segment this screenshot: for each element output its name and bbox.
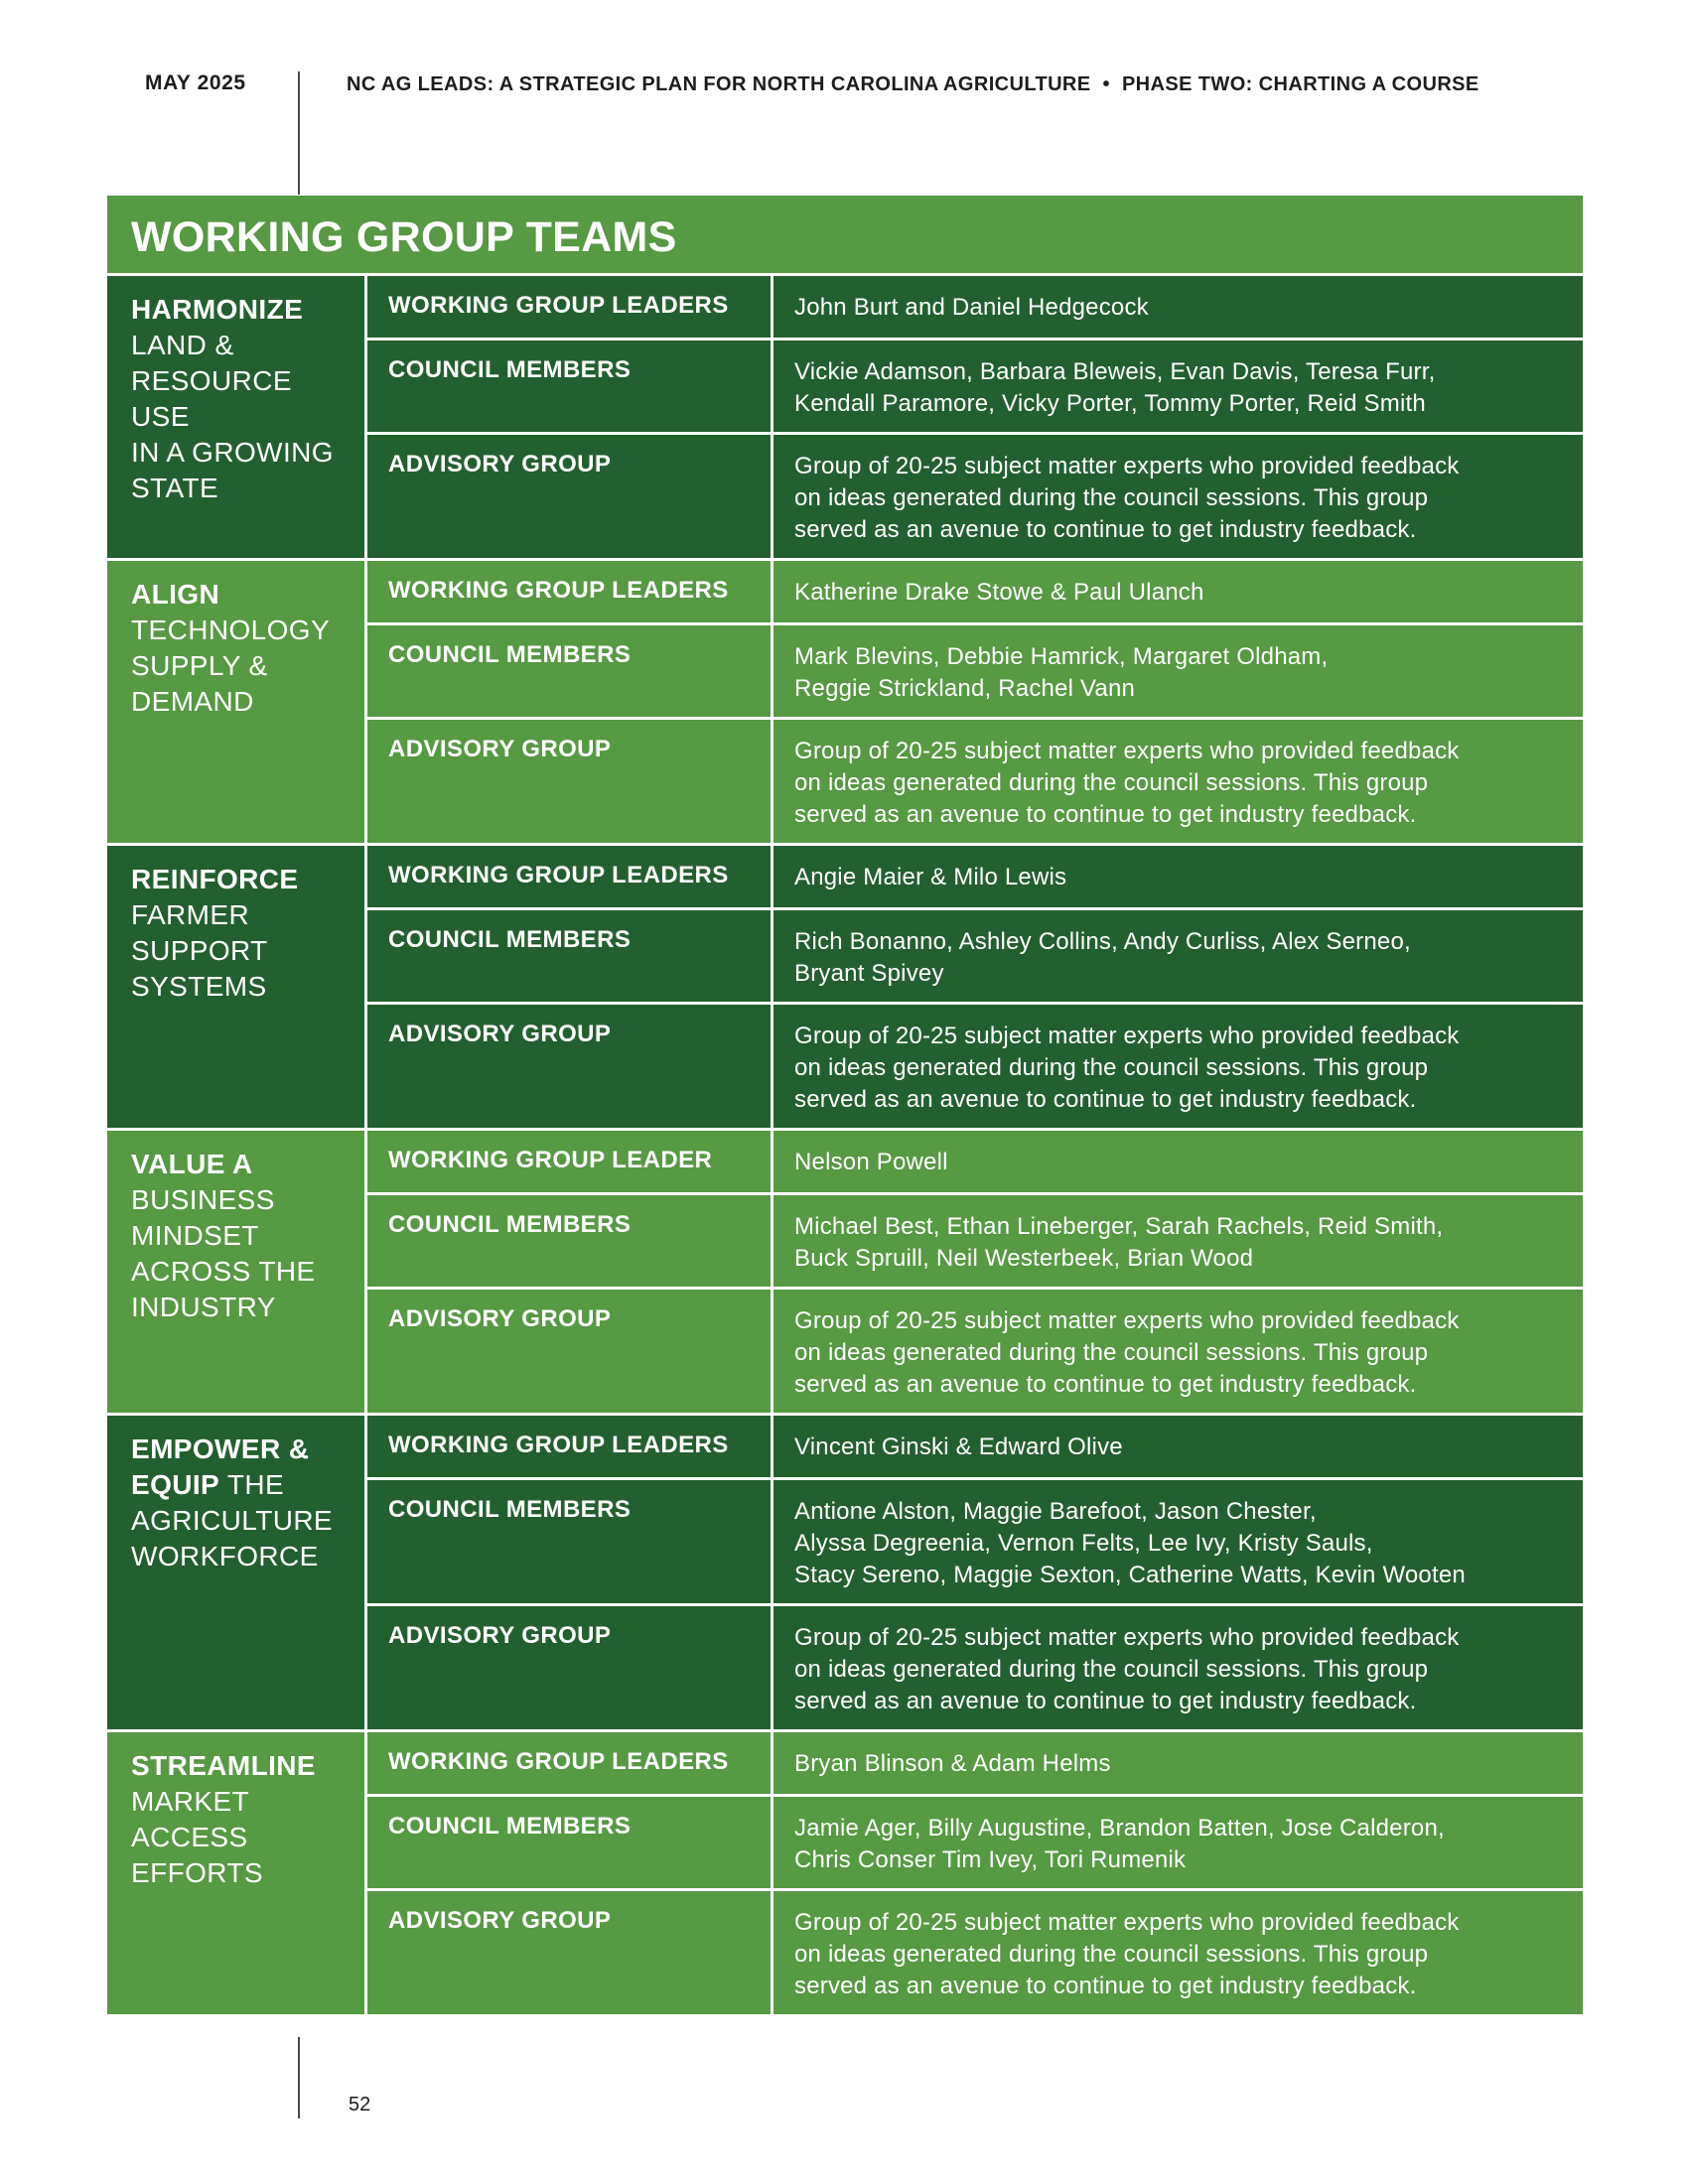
leaders-label: WORKING GROUP LEADERS xyxy=(367,1416,771,1477)
working-group-teams-table xyxy=(107,196,1583,2036)
advisory-value: Group of 20-25 subject matter experts who provided feedback on ideas generated during the council sessions. This group served as an avenue to continue to get industry feedback. xyxy=(774,720,1583,843)
header-doc-title: NC AG LEADS: A STRATEGIC PLAN FOR NORTH CAROLINA AGRICULTURE xyxy=(347,73,1091,95)
advisory-label: ADVISORY GROUP xyxy=(367,1891,771,2014)
header-date: MAY 2025 xyxy=(145,71,246,94)
council-value: Rich Bonanno, Ashley Collins, Andy Curliss, Alex Serneo, Bryant Spivey xyxy=(774,910,1583,1002)
leaders-value: Katherine Drake Stowe & Paul Ulanch xyxy=(774,561,1583,622)
page-number: 52 xyxy=(349,2094,371,2116)
leaders-value: Vincent Ginski & Edward Olive xyxy=(774,1416,1583,1477)
footer-divider-line xyxy=(298,2037,300,2118)
leaders-value: John Burt and Daniel Hedgecock xyxy=(774,276,1583,338)
advisory-value: Group of 20-25 subject matter experts who provided feedback on ideas generated during the council sessions. This group served as an avenue to continue to get industry feedback. xyxy=(774,1005,1583,1128)
group-align xyxy=(107,561,1583,843)
council-label: COUNCIL MEMBERS xyxy=(367,625,771,717)
advisory-label: ADVISORY GROUP xyxy=(367,1606,771,1729)
advisory-label: ADVISORY GROUP xyxy=(367,720,771,843)
group-empower xyxy=(107,1416,1583,1729)
leaders-label: WORKING GROUP LEADERS xyxy=(367,846,771,907)
group-name: VALUE A BUSINESS MINDSET ACROSS THE INDUSTRY xyxy=(107,1131,364,1413)
council-value: Michael Best, Ethan Lineberger, Sarah Rachels, Reid Smith, Buck Spruill, Neil Westerbeek, Brian Wood xyxy=(774,1195,1583,1287)
council-label: COUNCIL MEMBERS xyxy=(367,1797,771,1888)
advisory-value: Group of 20-25 subject matter experts who provided feedback on ideas generated during the council sessions. This group served as an avenue to continue to get industry feedback. xyxy=(774,1606,1583,1729)
advisory-label: ADVISORY GROUP xyxy=(367,435,771,558)
leaders-label: WORKING GROUP LEADERS xyxy=(367,1732,771,1794)
leaders-label: WORKING GROUP LEADER xyxy=(367,1131,771,1192)
group-name: STREAMLINE MARKET ACCESS EFFORTS xyxy=(107,1732,364,2014)
advisory-value: Group of 20-25 subject matter experts who provided feedback on ideas generated during the council sessions. This group served as an avenue to continue to get industry feedback. xyxy=(774,1290,1583,1413)
header-divider-line xyxy=(298,71,300,195)
group-value xyxy=(107,1131,1583,1413)
group-name: EMPOWER & EQUIP THE AGRICULTURE WORKFORCE xyxy=(107,1416,364,1729)
council-value: Jamie Ager, Billy Augustine, Brandon Batten, Jose Calderon, Chris Conser Tim Ivey, Tori Rumenik xyxy=(774,1797,1583,1888)
leaders-value: Nelson Powell xyxy=(774,1131,1583,1192)
advisory-label: ADVISORY GROUP xyxy=(367,1290,771,1413)
group-name: REINFORCE FARMER SUPPORT SYSTEMS xyxy=(107,846,364,1128)
leaders-label: WORKING GROUP LEADERS xyxy=(367,276,771,338)
group-streamline xyxy=(107,1732,1583,2014)
group-reinforce xyxy=(107,846,1583,1128)
leaders-value: Angie Maier & Milo Lewis xyxy=(774,846,1583,907)
council-label: COUNCIL MEMBERS xyxy=(367,1480,771,1603)
council-value: Vickie Adamson, Barbara Bleweis, Evan Davis, Teresa Furr, Kendall Paramore, Vicky Porter, Tommy Porter, Reid Smith xyxy=(774,341,1583,432)
council-value: Mark Blevins, Debbie Hamrick, Margaret Oldham, Reggie Strickland, Rachel Vann xyxy=(774,625,1583,717)
council-value: Antione Alston, Maggie Barefoot, Jason Chester, Alyssa Degreenia, Vernon Felts, Lee Ivy, Kristy Sauls, Stacy Sereno, Maggie Sexton, Catherine Watts, Kevin Wooten xyxy=(774,1480,1583,1603)
section-title: WORKING GROUP TEAMS xyxy=(107,196,1583,273)
leaders-value: Bryan Blinson & Adam Helms xyxy=(774,1732,1583,1794)
header-section: PHASE TWO: CHARTING A COURSE xyxy=(1121,73,1479,95)
council-label: COUNCIL MEMBERS xyxy=(367,341,771,432)
council-label: COUNCIL MEMBERS xyxy=(367,910,771,1002)
advisory-value: Group of 20-25 subject matter experts who provided feedback on ideas generated during the council sessions. This group served as an avenue to continue to get industry feedback. xyxy=(774,1891,1583,2014)
advisory-label: ADVISORY GROUP xyxy=(367,1005,771,1128)
group-name: HARMONIZE LAND & RESOURCE USE IN A GROWING STATE xyxy=(107,276,364,558)
advisory-value: Group of 20-25 subject matter experts who provided feedback on ideas generated during the council sessions. This group served as an avenue to continue to get industry feedback. xyxy=(774,435,1583,558)
leaders-label: WORKING GROUP LEADERS xyxy=(367,561,771,622)
header-title xyxy=(347,73,1479,96)
group-name: ALIGN TECHNOLOGY SUPPLY & DEMAND xyxy=(107,561,364,843)
header-separator: • xyxy=(1102,73,1110,95)
group-harmonize xyxy=(107,276,1583,558)
council-label: COUNCIL MEMBERS xyxy=(367,1195,771,1287)
